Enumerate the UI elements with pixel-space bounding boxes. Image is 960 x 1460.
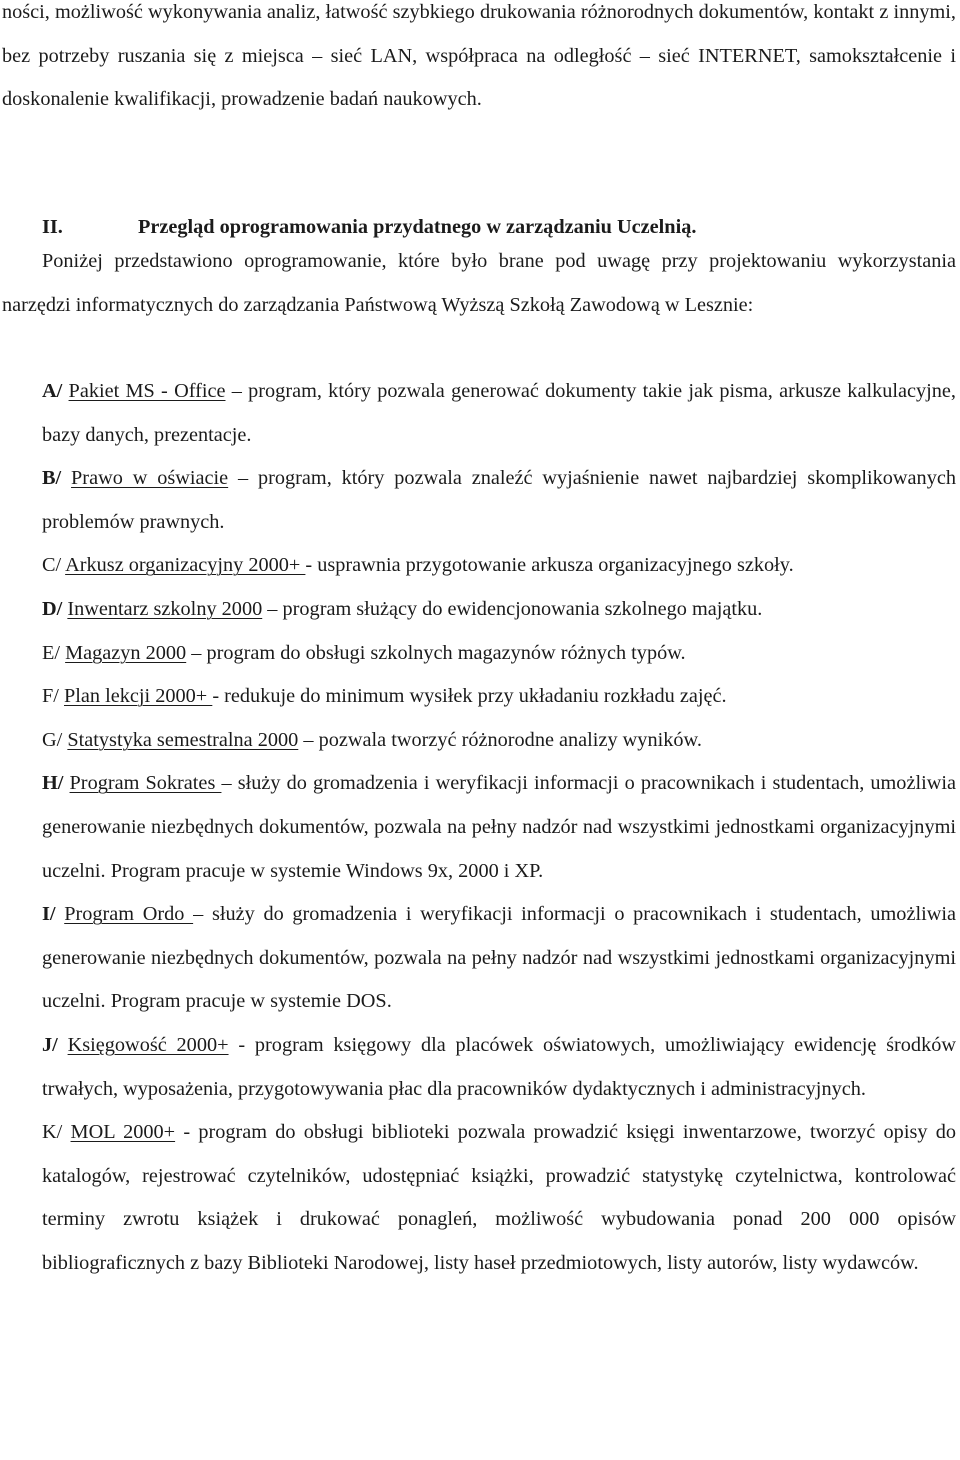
item-description: - program księgowy dla placówek oświatowych, umożliwiający ewidencję środków trwałych, wyposażenia, przygotowywania płac dla pracowników dydaktycznych i administracyjnych. <box>42 1033 957 1100</box>
item-description: - program do obsługi biblioteki pozwala prowadzić księgi inwentarzowe, tworzyć opisy do katalogów, rejestrować czytelników, udostępniać książki, prowadzić statystykę czytelnictwa, kontrolować terminy zwrotu książek i drukować ponagleń, możliwość wybudowania ponad 200 000 opisów bibliograficznych z bazy Biblioteki Narodowej, listy haseł przedmiotowych, listy autorów, listy wydawców. <box>42 1121 957 1274</box>
item-description: - redukuje do minimum wysiłek przy układaniu rozkładu zajęć. <box>212 685 727 708</box>
section-number: II. <box>42 216 63 238</box>
item-name: Inwentarz szkolny 2000 <box>67 597 263 620</box>
item-letter: D/ <box>42 597 63 620</box>
list-item <box>42 893 956 1024</box>
item-letter: K/ <box>42 1121 63 1144</box>
list-item <box>42 457 956 544</box>
item-description: – służy do gromadzenia i weryfikacji informacji o pracownikach i studentach, umożliwia generowanie niezbędnych dokumentów, pozwala na pełny nadzór nad wszystkimi jednostkami organizacyjnymi uczelni. Program pracuje w systemie Windows 9x, 2000 i XP. <box>42 772 956 882</box>
item-letter: I/ <box>42 903 56 926</box>
item-letter: G/ <box>42 728 63 751</box>
item-letter: A/ <box>42 380 63 402</box>
list-item <box>42 719 956 763</box>
list-item <box>42 762 956 893</box>
lead-paragraph: Poniżej przedstawiono oprogramowanie, które było brane pod uwagę przy projektowaniu wykorzystania narzędzi informatycznych do zarządzania Państwową Wyższą Szkołą Zawodową w Lesznie: <box>2 250 956 316</box>
item-name: MOL 2000+ <box>70 1121 176 1144</box>
item-name: Arkusz organizacyjny 2000+ <box>65 554 306 577</box>
item-name: Plan lekcji 2000+ <box>64 685 213 708</box>
item-letter: B/ <box>42 467 62 490</box>
list-item <box>42 632 956 676</box>
item-letter: C/ <box>42 554 62 577</box>
section-title: Przegląd oprogramowania przydatnego w zarządzaniu Uczelnią. <box>138 216 697 238</box>
item-name: Księgowość 2000+ <box>67 1033 229 1056</box>
item-name: Prawo w oświacie <box>71 467 229 490</box>
list-item <box>42 1024 956 1111</box>
item-description: – program do obsługi szkolnych magazynów różnych typów. <box>186 641 686 664</box>
item-description: – służy do gromadzenia i weryfikacji informacji o pracownikach i studentach, umożliwia generowanie niezbędnych dokumentów, pozwala na pełny nadzór nad wszystkimi jednostkami organizacyjnymi uczelni. Program pracuje w systemie DOS. <box>42 903 957 1013</box>
item-letter: E/ <box>42 641 61 664</box>
list-item <box>42 1111 956 1285</box>
item-name: Statystyka semestralna 2000 <box>67 728 299 751</box>
list-item <box>42 370 956 457</box>
item-description: - usprawnia przygotowanie arkusza organizacyjnego szkoły. <box>305 554 794 577</box>
item-name: Program Ordo <box>64 903 194 926</box>
item-letter: J/ <box>42 1033 58 1056</box>
item-description: – program służący do ewidencjonowania szkolnego majątku. <box>262 597 763 620</box>
item-name: Pakiet MS - Office <box>68 380 226 402</box>
list-item <box>42 544 956 588</box>
section-body <box>2 240 956 327</box>
item-description: – program, który pozwala generować dokumenty takie jak pisma, arkusze kalkulacyjne, bazy danych, prezentacje. <box>42 380 956 446</box>
item-name: Magazyn 2000 <box>65 641 187 664</box>
item-name: Program Sokrates <box>69 772 222 795</box>
software-list <box>42 370 956 1285</box>
item-description: – pozwala tworzyć różnorodne analizy wyników. <box>298 728 702 751</box>
list-item <box>42 588 956 632</box>
intro-paragraph: ności, możliwość wykonywania analiz, łatwość szybkiego drukowania różnorodnych dokumentów, kontakt z innymi, bez potrzeby ruszania się z miejsca – sieć LAN, współpraca na odległość – sieć INTERNET, samokształcenie i doskonalenie kwalifikacji, prowadzenie badań naukowych. <box>2 1 956 111</box>
item-letter: F/ <box>42 685 59 708</box>
item-letter: H/ <box>42 772 64 795</box>
list-item <box>42 675 956 719</box>
item-description: – program, który pozwala znaleźć wyjaśnienie nawet najbardziej skomplikowanych problemów prawnych. <box>42 467 956 533</box>
